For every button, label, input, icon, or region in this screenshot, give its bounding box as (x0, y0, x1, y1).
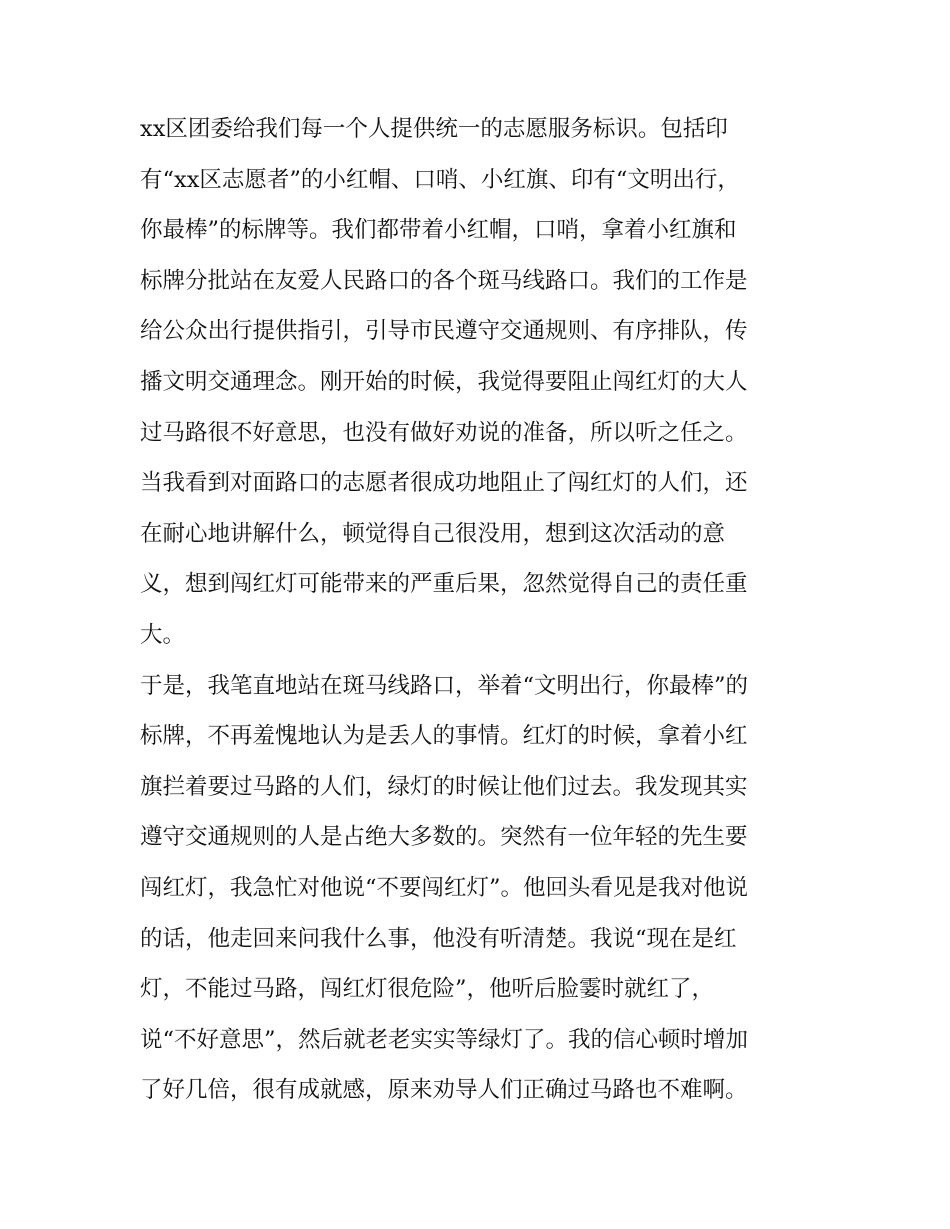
text-line: 遵守交通规则的人是占绝大多数的。突然有一位年轻的先生要 (140, 824, 748, 851)
text-line: 灯，不能过马路，闯红灯很危险”，他听后脸霎时就红了， (140, 976, 715, 1003)
text-line: 当我看到对面路口的志愿者很成功地阻止了闯红灯的人们，还 (140, 470, 748, 497)
text-line: 在耐心地讲解什么，顿觉得自己很没用，想到这次活动的意 (140, 520, 726, 547)
body-text (140, 104, 820, 1116)
text-line: 过马路很不好意思，也没有做好劝说的准备，所以听之任之。 (140, 419, 748, 446)
text-line: 大。 (140, 621, 186, 648)
text-line: 的话，他走回来问我什么事，他没有听清楚。我说“现在是红 (140, 925, 737, 952)
text-line: 于是，我笔直地站在斑马线路口，举着“文明出行，你最棒”的 (140, 672, 749, 699)
text-line: 播文明交通理念。刚开始的时候，我觉得要阻止闯红灯的大人 (140, 368, 748, 395)
text-line: 了好几倍，很有成就感，原来劝导人们正确过马路也不难啊。 (140, 1077, 748, 1104)
text-line: xx区团委给我们每一个人提供统一的志愿服务标识。包括印 (140, 116, 728, 142)
text-line: 标牌分批站在友爱人民路口的各个斑马线路口。我们的工作是 (140, 267, 748, 294)
text-line: 给公众出行提供指引，引导市民遵守交通规则、有序排队，传 (140, 318, 748, 345)
text-line: 你最棒”的标牌等。我们都带着小红帽，口哨，拿着小红旗和 (140, 217, 737, 244)
text-line: 说“不好意思”，然后就老老实实等绿灯了。我的信心顿时增加 (140, 1026, 749, 1053)
text-line: 旗拦着要过马路的人们，绿灯的时候让他们过去。我发现其实 (140, 773, 748, 800)
text-line: 义，想到闯红灯可能带来的严重后果，忽然觉得自己的责任重 (140, 571, 748, 598)
text-line: 标牌，不再羞愧地认为是丢人的事情。红灯的时候，拿着小红 (140, 723, 748, 750)
text-line: 有“xx区志愿者”的小红帽、口哨、小红旗、印有“文明出行， (140, 166, 740, 193)
text-line: 闯红灯，我急忙对他说“不要闯红灯”。他回头看见是我对他说 (140, 874, 749, 901)
